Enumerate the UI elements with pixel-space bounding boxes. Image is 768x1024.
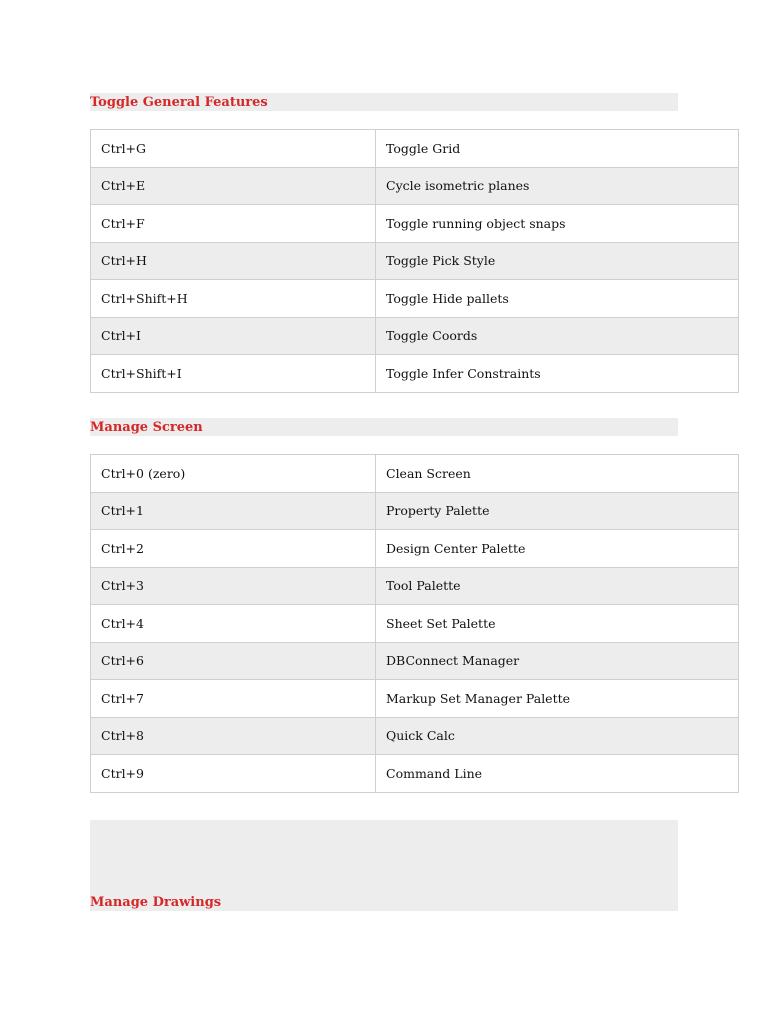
table-row [91,167,739,205]
shortcut-action: Design Center Palette [376,530,739,568]
table-row [91,642,739,680]
shortcut-table-manage-screen [90,454,739,793]
table-row [91,205,739,243]
shortcut-table-toggle-general-features [90,129,739,393]
shortcut-key: Ctrl+I [91,317,376,355]
shortcut-action: Toggle Pick Style [376,242,739,280]
shortcut-action: Toggle Coords [376,317,739,355]
shortcut-action: Property Palette [376,492,739,530]
shortcut-action: Toggle Infer Constraints [376,355,739,393]
shortcut-action: DBConnect Manager [376,642,739,680]
table-row [91,355,739,393]
table-row [91,530,739,568]
table-row [91,680,739,718]
shortcut-key: Ctrl+2 [91,530,376,568]
table-row [91,567,739,605]
shortcut-action: Toggle running object snaps [376,205,739,243]
shortcut-key: Ctrl+8 [91,717,376,755]
shortcut-key: Ctrl+0 (zero) [91,455,376,493]
shortcut-action: Tool Palette [376,567,739,605]
table-row [91,492,739,530]
shortcut-key: Ctrl+H [91,242,376,280]
shortcut-key: Ctrl+1 [91,492,376,530]
shortcut-key: Ctrl+4 [91,605,376,643]
shortcut-action: Markup Set Manager Palette [376,680,739,718]
shortcut-action: Cycle isometric planes [376,167,739,205]
table-row [91,130,739,168]
shortcut-action: Toggle Grid [376,130,739,168]
section-heading-manage-screen [90,418,678,436]
shortcut-key: Ctrl+E [91,167,376,205]
table-row [91,317,739,355]
shortcut-key: Ctrl+6 [91,642,376,680]
table-row [91,242,739,280]
table-row [91,280,739,318]
shortcut-key: Ctrl+F [91,205,376,243]
shortcut-action: Toggle Hide pallets [376,280,739,318]
table-row [91,455,739,493]
table-row [91,755,739,793]
section-heading-text: Manage Drawings [90,895,222,910]
table-row [91,717,739,755]
shortcut-key: Ctrl+G [91,130,376,168]
section-heading-manage-drawings [90,820,678,911]
section-heading-toggle-general-features [90,93,678,111]
shortcut-action: Command Line [376,755,739,793]
section-heading-text: Manage Screen [90,420,203,435]
shortcut-action: Clean Screen [376,455,739,493]
shortcut-key: Ctrl+7 [91,680,376,718]
table-row [91,605,739,643]
shortcut-key: Ctrl+Shift+H [91,280,376,318]
shortcut-key: Ctrl+3 [91,567,376,605]
shortcut-action: Quick Calc [376,717,739,755]
section-heading-text: Toggle General Features [90,95,268,110]
shortcut-action: Sheet Set Palette [376,605,739,643]
shortcut-key: Ctrl+Shift+I [91,355,376,393]
shortcut-key: Ctrl+9 [91,755,376,793]
